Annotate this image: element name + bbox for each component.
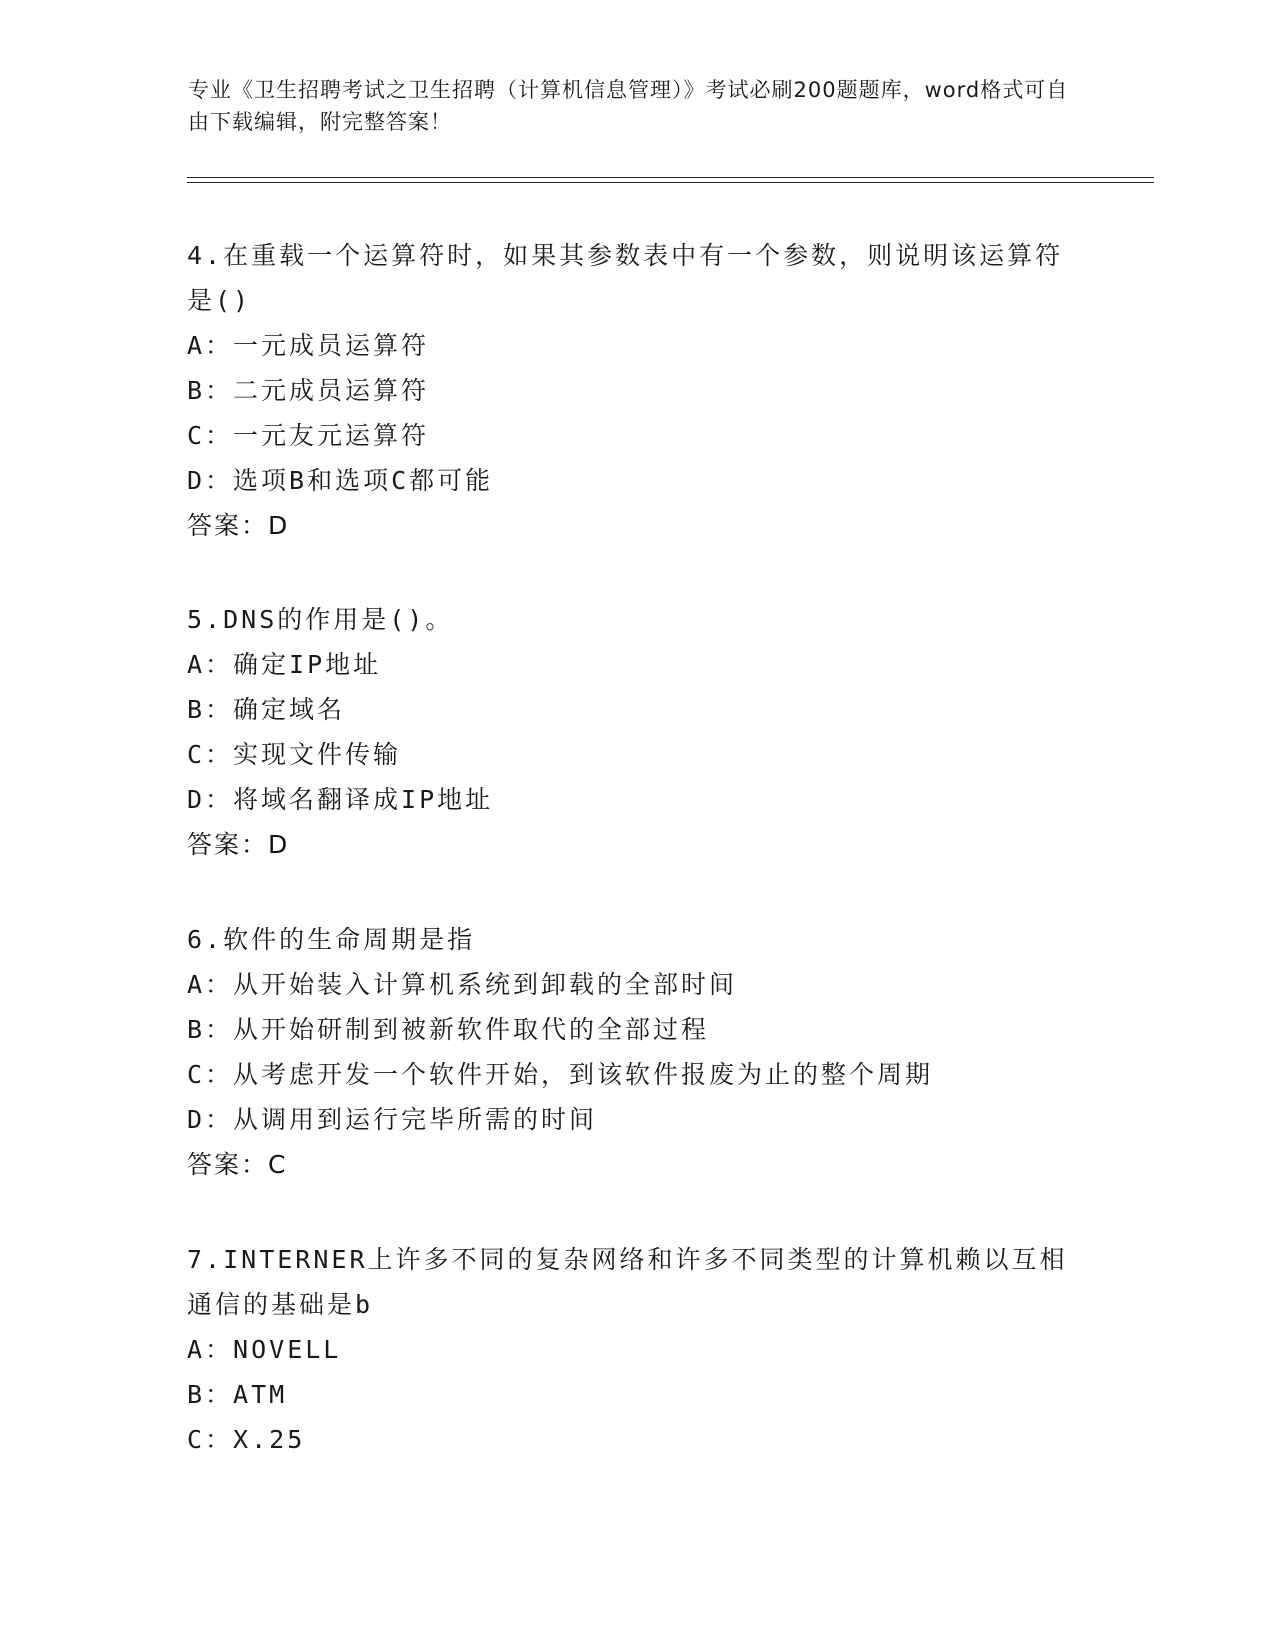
option-b: B：确定域名 xyxy=(187,695,346,724)
question-text: 7.INTERNER上许多不同的复杂网络和许多不同类型的计算机赖以互相通信的基础是b xyxy=(187,1245,1068,1319)
question-6 xyxy=(187,917,1087,1187)
answer: 答案：D xyxy=(187,511,290,540)
answer: 答案：C xyxy=(187,1150,288,1179)
answer: 答案：D xyxy=(187,830,290,859)
header-rule-top xyxy=(187,177,1154,178)
option-a: A：NOVELL xyxy=(187,1335,342,1364)
option-d: D：从调用到运行完毕所需的时间 xyxy=(187,1105,598,1134)
question-text: 5.DNS的作用是()。 xyxy=(187,605,454,634)
question-4 xyxy=(187,233,1087,548)
option-a: A：确定IP地址 xyxy=(187,650,382,679)
question-7 xyxy=(187,1237,1087,1462)
option-b: B：从开始研制到被新软件取代的全部过程 xyxy=(187,1015,710,1044)
question-text: 4.在重载一个运算符时，如果其参数表中有一个参数，则说明该运算符是() xyxy=(187,241,1064,315)
option-c: C：一元友元运算符 xyxy=(187,421,430,450)
option-a: A：一元成员运算符 xyxy=(187,331,430,360)
option-d: D：将域名翻译成IP地址 xyxy=(187,785,494,814)
option-b: B：二元成员运算符 xyxy=(187,376,430,405)
question-text: 6.软件的生命周期是指 xyxy=(187,925,476,954)
header-rule-bottom xyxy=(187,182,1154,183)
option-c: C：X.25 xyxy=(187,1425,306,1454)
option-d: D：选项B和选项C都可能 xyxy=(187,466,494,495)
option-a: A：从开始装入计算机系统到卸载的全部时间 xyxy=(187,970,738,999)
option-b: B：ATM xyxy=(187,1380,288,1409)
option-c: C：从考虑开发一个软件开始，到该软件报废为止的整个周期 xyxy=(187,1060,934,1089)
question-5 xyxy=(187,597,1087,867)
document-header: 专业《卫生招聘考试之卫生招聘（计算机信息管理）》考试必刷200题题库，word格式可自由下载编辑，附完整答案！ xyxy=(188,78,1069,134)
option-c: C：实现文件传输 xyxy=(187,740,402,769)
